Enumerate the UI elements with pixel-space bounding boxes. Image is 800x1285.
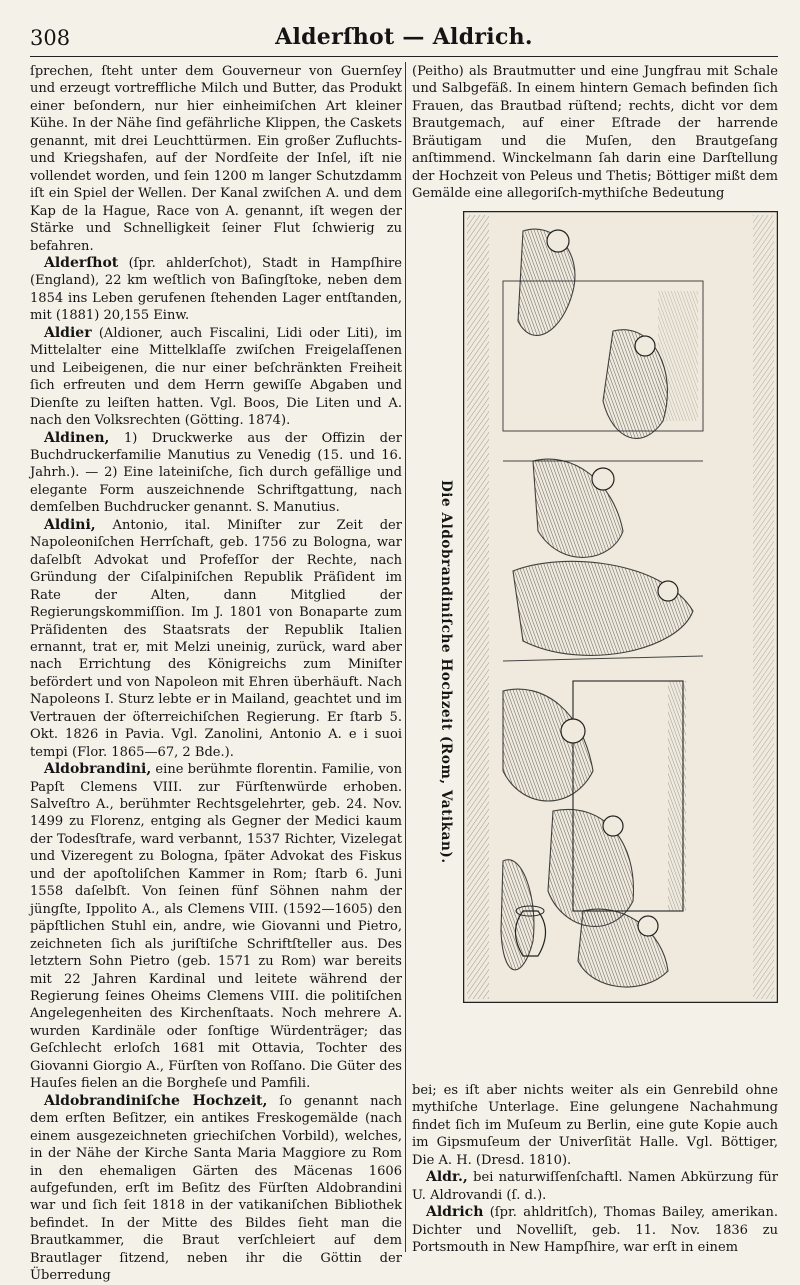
figure-caption	[438, 480, 458, 864]
page-header	[30, 22, 778, 54]
entry-headword: Aldr.,	[426, 1169, 468, 1186]
running-title: Alderſhot — Aldrich.	[275, 24, 533, 50]
dictionary-entry	[30, 63, 402, 255]
entry-text: (ſpr. ahlderſchot), Stadt in Hampſhire (England), 22 km weſtlich von Baſingſtoke, neben dem 1854 ins Leben gerufenen ſtehenden Lager entſtanden, mit (1881) 20,155 Einw.	[30, 255, 402, 324]
entry-headword: Aldier	[44, 324, 92, 341]
dictionary-entry	[30, 761, 402, 1093]
right-column-bottom	[412, 1082, 778, 1257]
dictionary-entry	[412, 1169, 778, 1204]
dictionary-entry	[30, 517, 402, 761]
left-column	[30, 63, 402, 1285]
dictionary-entry	[412, 1204, 778, 1256]
aldobrandini-wedding-engraving	[463, 211, 778, 1003]
entry-headword: Aldini,	[44, 516, 96, 533]
right-column-top	[412, 63, 778, 203]
entry-headword: Aldobrandini,	[44, 761, 152, 778]
entry-text: bei naturwiſſenſchaftl. Namen Abkürzung für U. Aldrovandi (ſ. d.).	[412, 1170, 778, 1203]
entry-headword: Aldrich	[426, 1204, 484, 1221]
header-rule	[30, 56, 778, 57]
entry-text: bei; es iſt aber nichts weiter als ein Genrebild ohne mythiſche Unterlage. Eine gelungene Nachahmung findet ſich im Muſeum zu Berlin, eine gute Kopie auch im Gipsmuſeum der Univerſität Halle. Vgl. Böttiger, Die A. H. (Dresd. 1810).	[412, 1083, 778, 1168]
entry-text: 1) Druckwerke aus der Offizin der Buchdruckerfamilie Manutius zu Venedig (15. und 16. Jahrh.). — 2) Eine lateiniſche, ſich durch gefällige und elegante Form auszeichnende Schriftgattung, nach demſelben Buchdrucker genannt. S. Manutius.	[30, 430, 402, 516]
entry-text: (ſpr. ahldritſch), Thomas Bailey, amerikan. Dichter und Novelliſt, geb. 11. Nov. 1836 zu Portsmouth in New Hampſhire, war erſt in einem	[412, 1205, 778, 1256]
entry-continuation-text: (Peitho) als Brautmutter und eine Jungfrau mit Schale und Salbgefäß. In einem hintern Gemach befinden ſich Frauen, das Brautbad rüſtend; rechts, dicht vor dem Brautgemach, auf einer Eſtrade der harrende Bräutigam und die Muſen, den Brautgeſang anſtimmend. Winckelmann ſah darin eine Darſtellung der Hochzeit von Peleus und Thetis; Böttiger mißt dem Gemälde eine allegoriſch-mythiſche Bedeutung	[412, 64, 778, 202]
entry-text: (Aldioner, auch Fiscalini, Lidi oder Liti), im Mittelalter eine Mittelklaſſe zwiſchen Freigelaſſenen und Leibeigenen, die nur einer beſchränkten Freiheit ſich erfreuten und dem Herrn gewiſſe Abgaben und Dienſte zu leiſten hatten. Vgl. Boos, Die Liten und A. nach den Volksrechten (Götting. 1874).	[30, 325, 402, 429]
entry-text: eine berühmte florentin. Familie, von Papſt Clemens VIII. zur Fürſtenwürde erhoben. Salveſtro A., berühmter Rechtsgelehrter, geb. 24. Nov. 1499 zu Florenz, entging als Gegner der Medici kaum der Todesſtrafe, ward verbannt, 1537 Richter, Vizelegat und Vizeregent zu Bologna, ſpäter Advokat des Fiskus und der apoſtoliſchen Kammer in Rom; ſtarb 6. Juni 1558 daſelbſt. Von ſeinen fünf Söhnen nahm der jüngſte, Ippolito A., als Clemens VIII. (1592—1605) den päpſtlichen Stuhl ein, andre, wie Giovanni und Pietro, zeichneten ſich als juriſtiſche Schriftſteller aus. Des letztern Sohn Pietro (geb. 1571 zu Rom) war bereits mit 22 Jahren Kardinal und leitete während der Regierung ſeines Oheims Clemens VIII. die politiſchen Angelegenheiten des Kirchenſtaats. Noch mehrere A. wurden Kardinäle oder ſonſtige Würdenträger; das Geſchlecht erloſch 1681 mit Ottavia, Tochter des Giovanni Giorgio A., Fürſten von Roſſano. Die Güter des Hauſes fielen an die Borgheſe und Pamfili.	[30, 762, 402, 1092]
entry-text: Antonio, ital. Miniſter zur Zeit der Napoleoniſchen Herrſchaft, geb. 1756 zu Bologna, war daſelbſt Advokat und Profeſſor der Rechte, nach Gründung der Ciſalpiniſchen Republik Präſident im Rate der Alten, dann Mitglied der Regierungskommiſſion. Im J. 1801 von Bonaparte zum Präſidenten des Staatsrats der Republik Italien ernannt, trat er, mit Melzi uneinig, zurück, ward aber nach Errichtung des Königreichs zum Miniſter befördert und von Napoleon mit Ehren überhäuft. Nach Napoleons I. Sturz lebte er in Mailand, geachtet und im Vertrauen der öſterreichiſchen Regierung. Er ſtarb 5. Okt. 1826 in Pavia. Vgl. Zanolini, Antonio A. e i suoi tempi (Flor. 1865—67, 2 Bde.).	[30, 517, 402, 760]
dictionary-entry	[30, 325, 402, 430]
dictionary-entry	[30, 255, 402, 325]
entry-headword: Aldinen,	[44, 429, 110, 446]
dictionary-entry	[412, 1082, 778, 1169]
entry-headword: Alderſhot	[44, 254, 119, 271]
page-number: 308	[30, 26, 71, 50]
dictionary-entry	[30, 1093, 402, 1285]
engraving-illustration	[463, 211, 778, 1003]
entry-headword: Aldobrandiniſche Hochzeit,	[44, 1092, 268, 1109]
figure-caption-text: Die Aldobrandiniſche Hochzeit (Rom, Vatikan).	[438, 480, 454, 864]
entry-text: ſprechen, ſteht unter dem Gouverneur von Guernſey und erzeugt vortreffliche Milch und Butter, das Produkt einer beſondern, nur hier einheimiſchen Art kleiner Kühe. In der Nähe ſind gefährliche Klippen, the Caskets genannt, mit drei Leuchttürmen. Ein großer Zufluchts- und Kriegshafen, auf der Nordſeite der Inſel, iſt nie vollendet worden, und ſein 1200 m langer Schutzdamm iſt ein Spiel der Wellen. Der Kanal zwiſchen A. und dem Kap de la Hague, Race von A. genannt, iſt wegen der Stärke und Schnelligkeit ſeiner Flut ſchwierig zu befahren.	[30, 64, 402, 254]
dictionary-entry	[30, 430, 402, 517]
column-divider	[405, 62, 406, 1252]
entry-text: ſo genannt nach dem erſten Beſitzer, ein antikes Freskogemälde (nach einem ausgezeichneten griechiſchen Vorbild), welches, in der Nähe der Kirche Santa Maria Maggiore zu Rom in den ehemaligen Gärten des Mäcenas 1606 aufgefunden, erſt im Beſitz des Fürſten Aldobrandini war und ſich ſeit 1818 in der vatikaniſchen Bibliothek befindet. In der Mitte des Bildes ſieht man die Brautkammer, die Braut verſchleiert auf dem Brautlager ſitzend, neben ihr die Göttin der Überredung	[30, 1093, 402, 1284]
